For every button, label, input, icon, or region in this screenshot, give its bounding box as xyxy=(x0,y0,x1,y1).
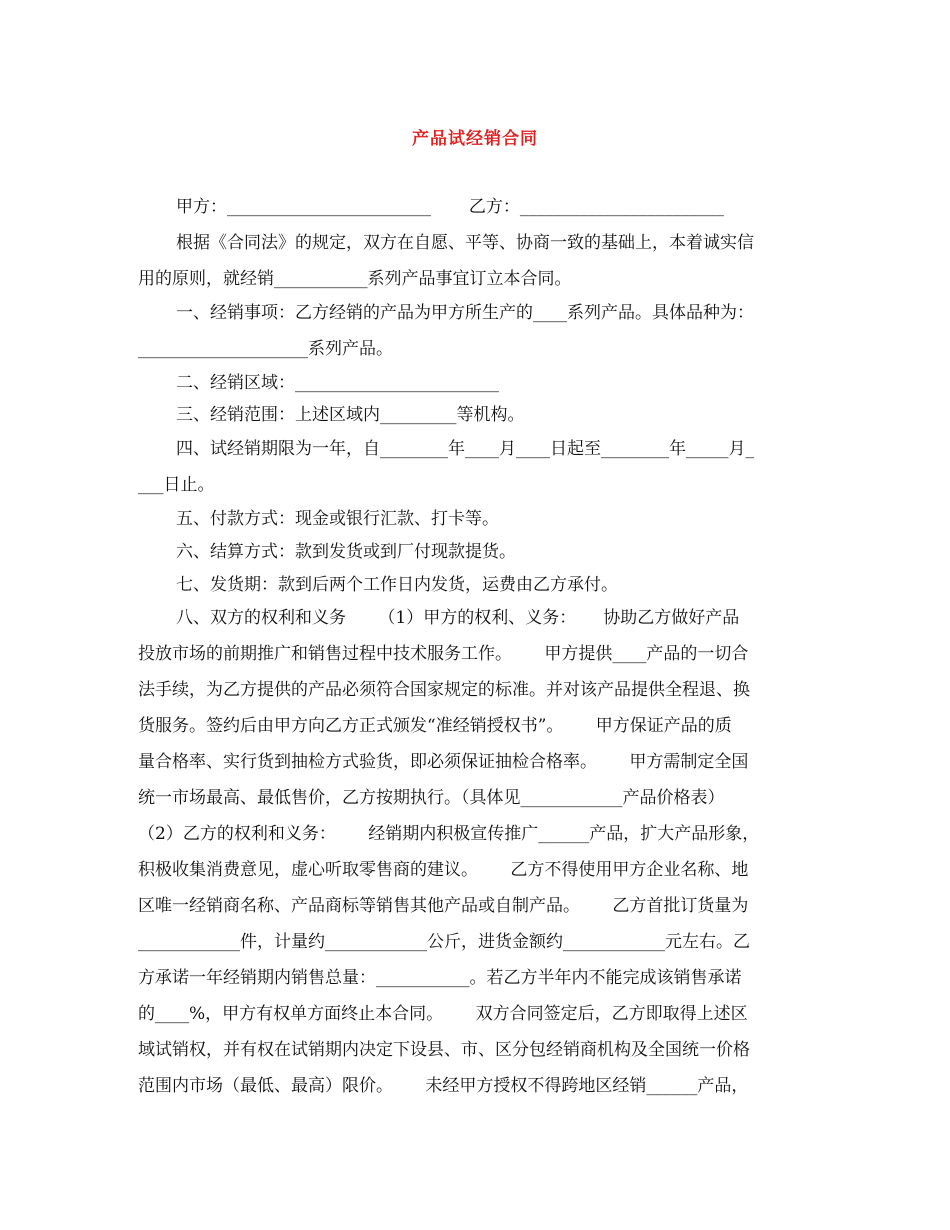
clause-line: 三、经销范围：上述区域内_________等机构。 xyxy=(176,405,525,425)
clause-line: 量合格率、实行货到抽检方式验货，即必须保证抽检合格率。 甲方需制定全国 xyxy=(138,752,749,772)
clause-line: 积极收集消费意见，虚心听取零售商的建议。 乙方不得使用甲方企业名称、地 xyxy=(138,860,749,880)
clause-line: （2）乙方的权利和义务： 经销期内积极宣传推广______产品，扩大产品形象， xyxy=(138,824,760,844)
party-line: 甲方：________________________ 乙方：________________________ xyxy=(176,197,724,217)
clause-line: 统一市场最高、最低售价，乙方按期执行。（具体见____________产品价格表） xyxy=(138,788,725,808)
clause-line: 八、双方的权利和义务 （1）甲方的权利、义务： 协助乙方做好产品 xyxy=(176,608,740,628)
paragraph-line: 根据《合同法》的规定，双方在自愿、平等、协商一致的基础上，本着诚实信 xyxy=(176,233,754,253)
clause-line: 域试销权，并有权在试销期内决定下设县、市、区分包经销商机构及全国统一价格 xyxy=(138,1040,750,1060)
clause-line: 货服务。签约后由甲方向乙方正式颁发“准经销授权书”。 甲方保证产品的质 xyxy=(138,716,732,736)
clause-line: 七、发货期：款到后两个工作日内发货，运费由乙方承付。 xyxy=(176,575,618,595)
clause-line: 五、付款方式：现金或银行汇款、打卡等。 xyxy=(176,509,499,529)
clause-line: ___日止。 xyxy=(138,475,215,495)
clause-line: ____________件，计量约____________公斤，进货金额约____________元左右。乙 xyxy=(138,932,750,952)
clause-line: 投放市场的前期推广和销售过程中技术服务工作。 甲方提供____产品的一切合 xyxy=(138,644,749,664)
clause-line: 范围内市场（最低、最高）限价。 未经甲方授权不得跨地区经销______产品， xyxy=(138,1076,749,1096)
clause-line: 的____%，甲方有权单方面终止本合同。 双方合同签定后，乙方即取得上述区 xyxy=(138,1004,748,1024)
clause-line: 法手续，为乙方提供的产品必须符合国家规定的标准。并对该产品提供全程退、换 xyxy=(138,680,750,700)
clause-line: 六、结算方式：款到发货或到厂付现款提货。 xyxy=(176,542,516,562)
clause-line: 一、经销事项：乙方经销的产品为甲方所生产的____系列产品。具体品种为： xyxy=(176,303,754,323)
clause-line: ____________________系列产品。 xyxy=(138,339,393,359)
document-title: 产品试经销合同 xyxy=(412,129,538,149)
clause-line: 区唯一经销商名称、产品商标等销售其他产品或自制产品。 乙方首批订货量为 xyxy=(138,896,749,916)
clause-line: 二、经销区域：________________________ xyxy=(176,373,499,393)
clause-line: 四、试经销期限为一年，自________年____月____日起至________年_____月_ xyxy=(176,439,754,459)
paragraph-line: 用的原则，就经销___________系列产品事宜订立本合同。 xyxy=(138,269,572,289)
clause-line: 方承诺一年经销期内销售总量：___________。若乙方半年内不能完成该销售承诺 xyxy=(138,968,742,988)
